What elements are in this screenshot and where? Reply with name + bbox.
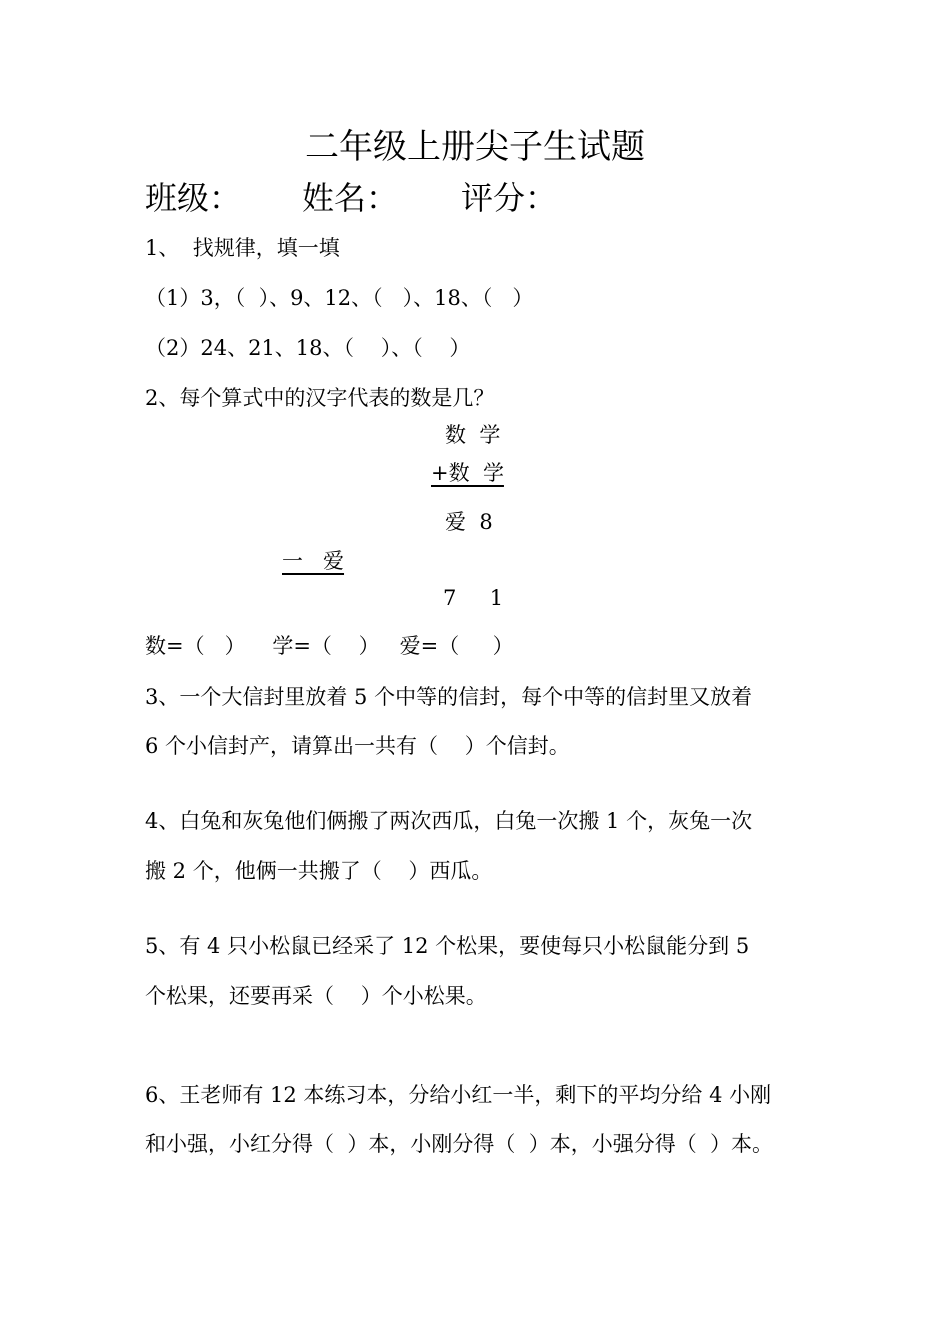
page-title: 二年级上册尖子生试题 <box>305 127 645 167</box>
q6-line-2: 和小强，小红分得（ ）本，小刚分得（ ）本，小强分得（ ）本。 <box>145 1132 774 1156</box>
q2-difference-row: 7 1 <box>443 586 504 610</box>
q2-addend-row: 数 学 <box>445 423 501 447</box>
q3-line-2: 6 个小信封产，请算出一共有（ ）个信封。 <box>145 734 570 758</box>
q2-answer-line: 数=（ ） 学=（ ） 爱=（ ） <box>145 634 514 658</box>
q2-addend-row-plus: +数 学 <box>431 461 504 485</box>
q6-line-1: 6、王老师有 12 本练习本，分给小红一半，剩下的平均分给 4 小刚 <box>145 1083 772 1107</box>
class-label: 班级： <box>145 179 242 217</box>
q1-sequence-2: （2）24、21、18、（ ）、（ ） <box>145 336 471 360</box>
q4-line-1: 4、白兔和灰兔他们俩搬了两次西瓜，白兔一次搬 1 个，灰兔一次 <box>145 809 753 833</box>
q2-heading: 2、每个算式中的汉字代表的数是几？ <box>145 386 495 410</box>
q2-sum-row: 爱 8 <box>445 510 493 534</box>
q1-sequence-1: （1）3，（ ）、9、12、（ ）、18、（ ） <box>145 286 534 310</box>
q4-line-2: 搬 2 个，他俩一共搬了（ ）西瓜。 <box>145 859 493 883</box>
q2-subtrahend-row: 一 爱 <box>282 549 345 573</box>
q5-line-1: 5、有 4 只小松鼠已经采了 12 个松果，要使每只小松鼠能分到 5 <box>145 934 750 958</box>
q3-line-1: 3、一个大信封里放着 5 个中等的信封，每个中等的信封里又放着 <box>145 685 753 709</box>
q5-line-2: 个松果，还要再采（ ）个小松果。 <box>145 984 487 1008</box>
score-label: 评分： <box>461 179 558 217</box>
q1-heading: 1、 找规律，填一填 <box>145 236 340 260</box>
name-label: 姓名： <box>302 179 399 217</box>
